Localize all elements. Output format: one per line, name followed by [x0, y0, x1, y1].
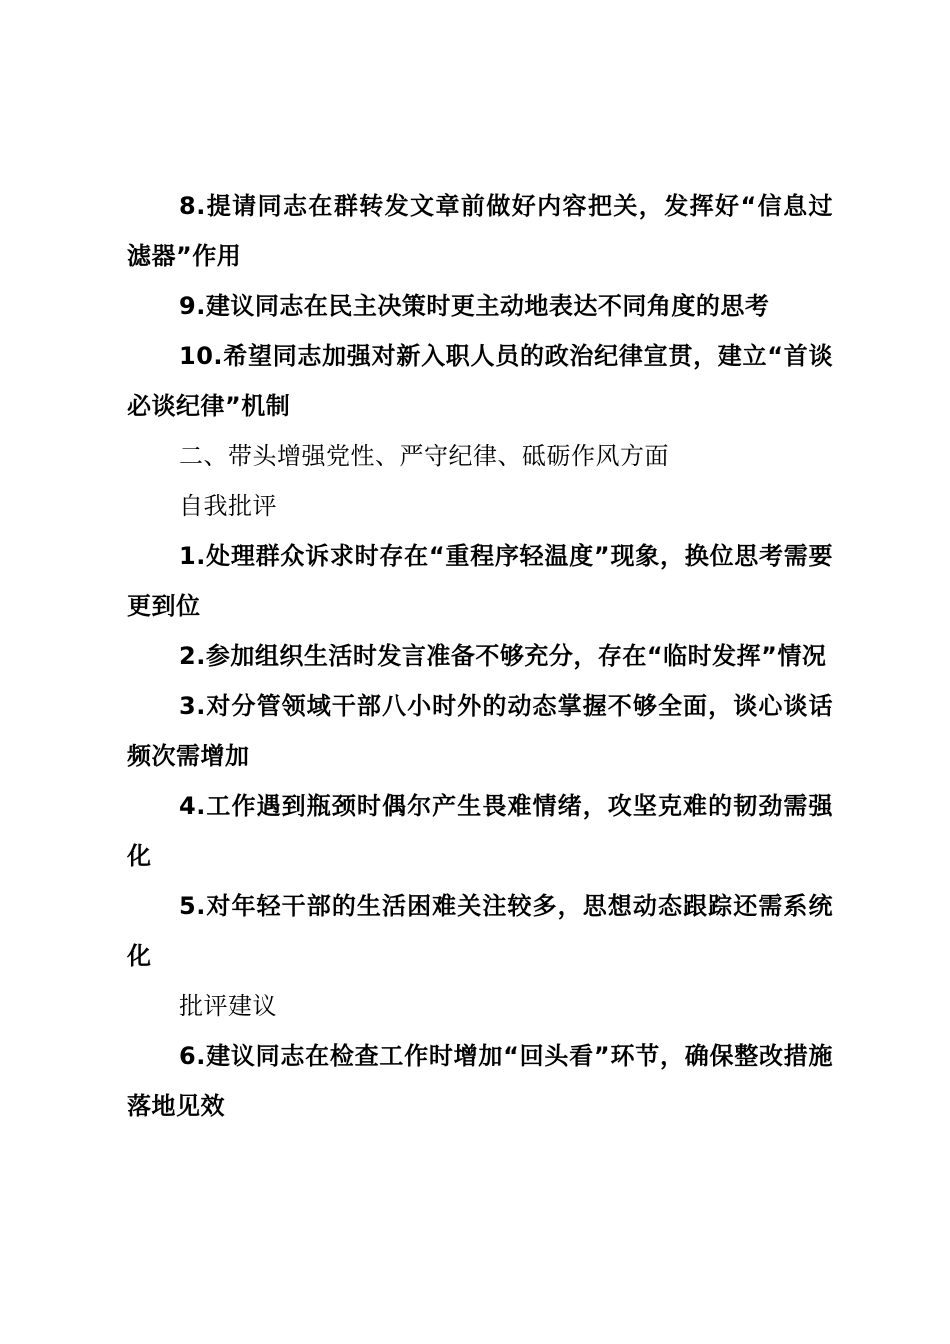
section-heading: 二、带头增强党性、严守纪律、砥砺作风方面 — [179, 442, 669, 470]
paragraph-item-5: 5.对年轻干部的生活困难关注较多，思想动态跟踪还需系统化 — [127, 892, 833, 970]
paragraph-item-4: 4.工作遇到瓶颈时偶尔产生畏难情绪，攻坚克难的韧劲需强化 — [127, 792, 833, 870]
document-body — [127, 181, 833, 1131]
paragraph-item-8: 8.提请同志在群转发文章前做好内容把关，发挥好“信息过滤器”作用 — [127, 192, 833, 270]
paragraph-item-3: 3.对分管领域干部八小时外的动态掌握不够全面，谈心谈话频次需增加 — [127, 692, 833, 770]
paragraph-item-9: 9.建议同志在民主决策时更主动地表达不同角度的思考 — [179, 292, 770, 320]
subheading-self-criticism: 自我批评 — [179, 492, 277, 520]
paragraph-item-10: 10.希望同志加强对新入职人员的政治纪律宣贯，建立“首谈必谈纪律”机制 — [127, 342, 833, 420]
paragraph-item-6: 6.建议同志在检查工作时增加“回头看”环节，确保整改措施落地见效 — [127, 1042, 833, 1120]
subheading-criticism-suggestions: 批评建议 — [179, 992, 277, 1020]
paragraph-item-1: 1.处理群众诉求时存在“重程序轻温度”现象，换位思考需要更到位 — [127, 542, 833, 620]
paragraph-item-2: 2.参加组织生活时发言准备不够充分，存在“临时发挥”情况 — [179, 642, 827, 670]
